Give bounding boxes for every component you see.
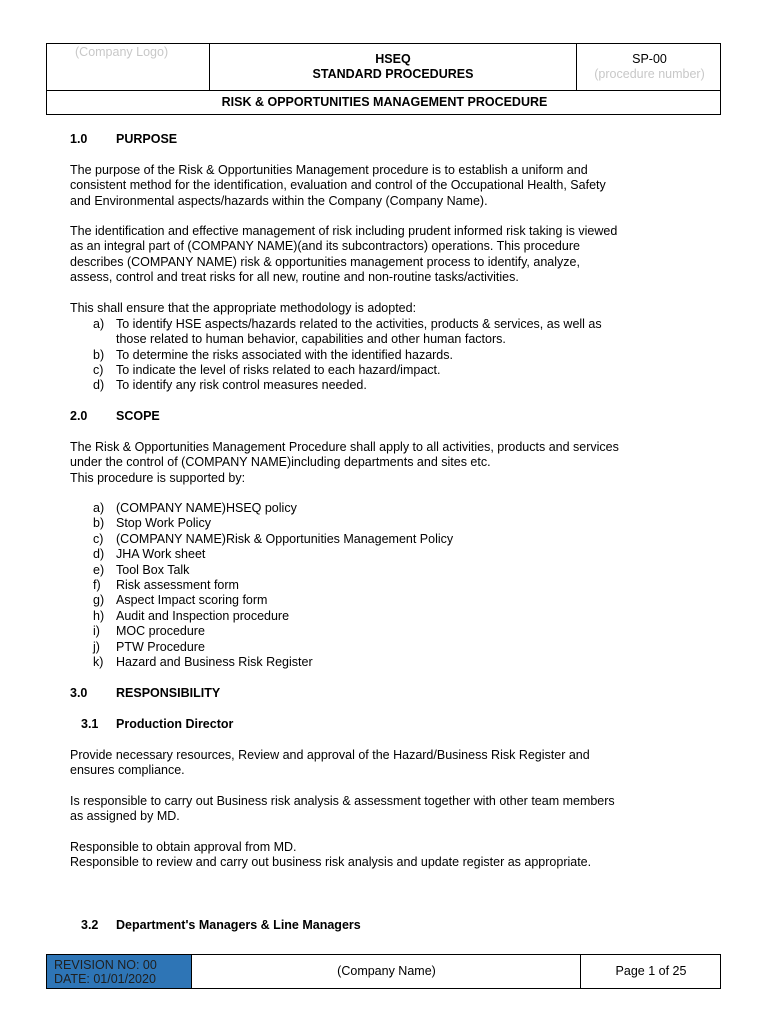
document-title: RISK & OPPORTUNITIES MANAGEMENT PROCEDURE [221, 95, 548, 109]
list-text: Hazard and Business Risk Register [116, 655, 313, 669]
paragraph: This shall ensure that the appropriate methodology is adopted: [70, 301, 417, 315]
text-line: Provide necessary resources, Review and approval of the Hazard/Business Risk Register and [70, 748, 590, 762]
footer-company-name: (Company Name) [193, 955, 581, 988]
list-text: To determine the risks associated with the identified hazards. [116, 348, 453, 362]
subsection-number: 3.2 [81, 918, 99, 932]
section-title: RESPONSIBILITY [116, 686, 221, 700]
revision-date: DATE: 01/01/2020 [54, 972, 156, 986]
list-text: To identify any risk control measures needed. [116, 378, 367, 392]
text-line: and Environmental aspects/hazards within the Company (Company Name). [70, 193, 488, 208]
paragraph [70, 163, 710, 209]
procedure-code: SP-00 [632, 52, 667, 66]
section-title: PURPOSE [116, 132, 178, 146]
list-label: b) [93, 348, 105, 362]
header-title [210, 52, 576, 82]
document-footer-table [46, 954, 721, 989]
list-text: those related to human behavior, capabilities and other human factors. [116, 332, 506, 347]
procedure-number-placeholder: (procedure number) [594, 67, 705, 81]
subsection-title: Department's Managers & Line Managers [116, 918, 361, 932]
company-logo-placeholder: (Company Logo) [75, 45, 169, 59]
text-line: as an integral part of (COMPANY NAME)(and its subcontractors) operations. This procedure [70, 239, 580, 254]
header-title-line1: HSEQ [375, 52, 411, 66]
list-text: JHA Work sheet [116, 547, 206, 561]
list-text: PTW Procedure [116, 640, 205, 654]
list-label: a) [93, 501, 105, 515]
text-line: as assigned by MD. [70, 809, 180, 824]
list-text: Risk assessment form [116, 578, 239, 592]
list-label: d) [93, 378, 105, 392]
list-text: Aspect Impact scoring form [116, 593, 268, 607]
text-line: consistent method for the identification, evaluation and control of the Occupational Health, Safety [70, 178, 606, 193]
list-label: i) [93, 624, 100, 638]
list-label: e) [93, 563, 105, 577]
text-line: ensures compliance. [70, 763, 185, 778]
list-label: c) [93, 532, 104, 546]
text-line: The purpose of the Risk & Opportunities Management procedure is to establish a uniform and [70, 163, 588, 177]
text-line: assess, control and treat risks for all new, routine and non-routine tasks/activities. [70, 270, 519, 285]
list-item [0, 317, 720, 348]
list-label: a) [93, 317, 105, 331]
header-divider [47, 90, 720, 91]
paragraph [70, 440, 710, 486]
revision-box [47, 955, 192, 988]
text-line: The identification and effective management of risk including prudent informed risk taking is viewed [70, 224, 618, 238]
list-label: d) [93, 547, 105, 561]
list-text: Tool Box Talk [116, 563, 190, 577]
section-title: SCOPE [116, 409, 160, 423]
subsection-number: 3.1 [81, 717, 99, 731]
list-text: MOC procedure [116, 624, 205, 638]
paragraph [70, 748, 710, 779]
list-label: g) [93, 593, 105, 607]
list-label: b) [93, 516, 105, 530]
text-line: Is responsible to carry out Business risk analysis & assessment together with other team members [70, 794, 615, 808]
paragraph [70, 840, 710, 871]
list-text: To indicate the level of risks related to each hazard/impact. [116, 363, 441, 377]
text-line: Responsible to obtain approval from MD. [70, 840, 297, 854]
document-header-table [46, 43, 721, 115]
list-text: (COMPANY NAME)Risk & Opportunities Management Policy [116, 532, 454, 546]
text-line: The Risk & Opportunities Management Procedure shall apply to all activities, products and services [70, 440, 619, 454]
section-number: 3.0 [70, 686, 88, 700]
list-text: (COMPANY NAME)HSEQ policy [116, 501, 297, 515]
header-title-line2: STANDARD PROCEDURES [312, 67, 474, 81]
paragraph [70, 224, 710, 286]
list-label: h) [93, 609, 105, 623]
list-label: c) [93, 363, 104, 377]
text-line: Responsible to review and carry out business risk analysis and update register as appropriate. [70, 855, 592, 870]
page-number: Page 1 of 25 [615, 964, 687, 978]
list-text: Stop Work Policy [116, 516, 211, 530]
list-text: Audit and Inspection procedure [116, 609, 290, 623]
section-number: 1.0 [70, 132, 88, 146]
text-line: This procedure is supported by: [70, 470, 246, 485]
list-label: j) [93, 640, 100, 654]
paragraph [70, 794, 710, 825]
list-label: k) [93, 655, 104, 669]
text-line: under the control of (COMPANY NAME)including departments and sites etc. [70, 455, 491, 470]
list-label: f) [93, 578, 101, 592]
subsection-title: Production Director [116, 717, 234, 731]
section-number: 2.0 [70, 409, 88, 423]
list-text: To identify HSE aspects/hazards related to the activities, products & services, as well as [116, 317, 602, 331]
text-line: describes (COMPANY NAME) risk & opportunities management process to identify, analyze, [70, 254, 580, 269]
revision-number: REVISION NO: 00 [54, 958, 157, 972]
